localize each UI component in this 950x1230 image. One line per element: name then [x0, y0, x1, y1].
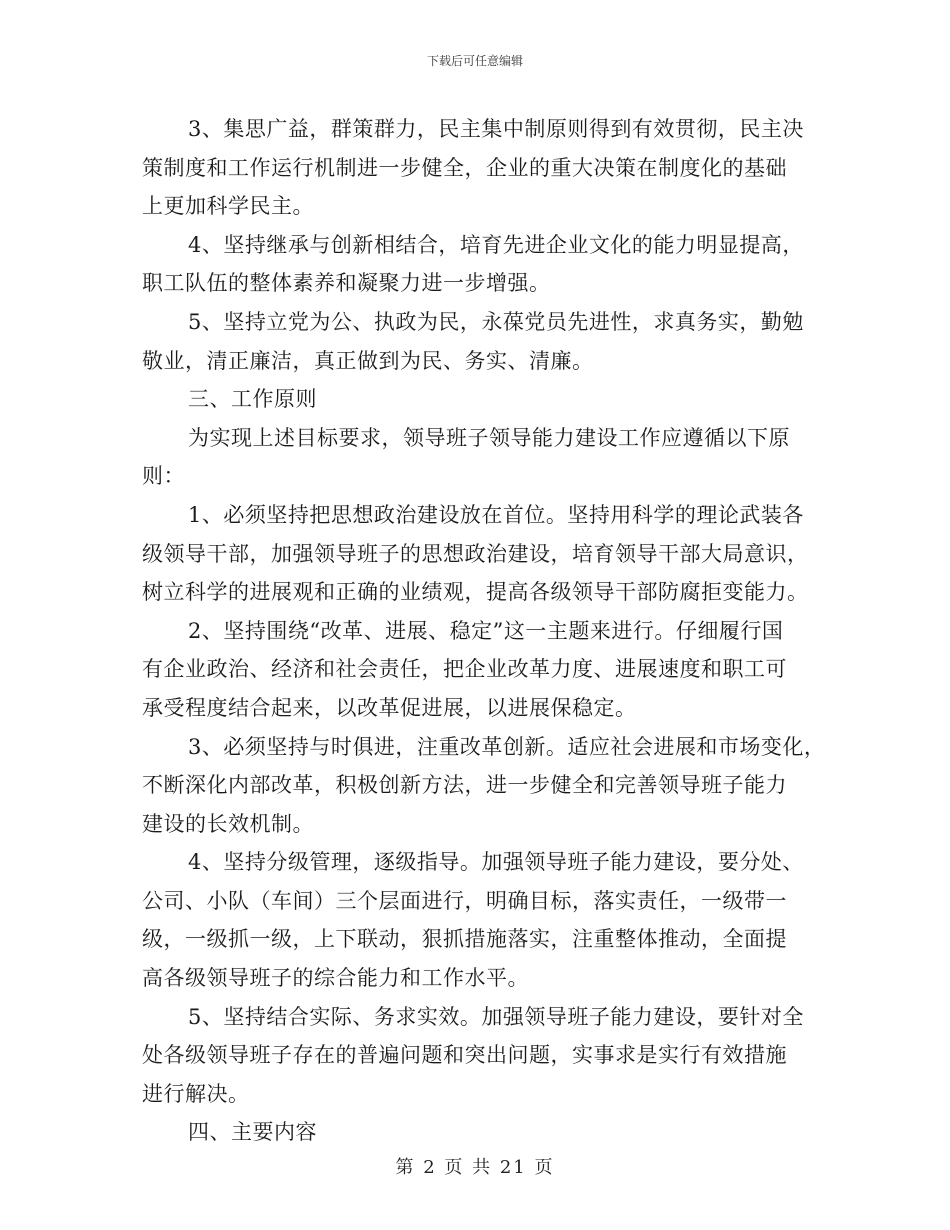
text-line: 敬业，清正廉洁，真正做到为民、务实、清廉。 [142, 348, 594, 373]
text-line: 3、必须坚持与时俱进，注重改革创新。适应社会进展和市场变化， [188, 734, 826, 759]
text-line: 高各级领导班子的综合能力和工作水平。 [142, 966, 529, 991]
text-line: 树立科学的进展观和正确的业绩观，提高各级领导干部防腐拒变能力。 [142, 580, 809, 605]
text-line: 策制度和工作运行机制进一步健全，企业的重大决策在制度化的基础 [142, 155, 787, 180]
text-line: 为实现上述目标要求，领导班子领导能力建设工作应遵循以下原 [188, 425, 790, 450]
text-line: 上更加科学民主。 [142, 194, 314, 219]
document-body [142, 110, 826, 1152]
text-line: 则： [142, 464, 185, 489]
text-line: 进行解决。 [142, 1081, 250, 1106]
text-line: 处各级领导班子存在的普遍问题和突出问题，实事求是实行有效措施 [142, 1043, 787, 1068]
text-line: 1、必须坚持把思想政治建设放在首位。坚持用科学的理论武装各 [188, 502, 804, 527]
text-line: 公司、小队（车间）三个层面进行，明确目标，落实责任，一级带一 [142, 888, 787, 913]
text-line: 3、集思广益，群策群力，民主集中制原则得到有效贯彻，民主决 [188, 117, 804, 141]
text-line: 5、坚持结合实际、务求实效。加强领导班子能力建设，要针对全 [188, 1004, 804, 1029]
text-line: 职工队伍的整体素养和凝聚力进一步增强。 [142, 271, 551, 296]
text-line: 有企业政治、经济和社会责任，把企业改革力度、进展速度和职工可 [142, 657, 787, 682]
text-line: 4、坚持继承与创新相结合，培育先进企业文化的能力明显提高， [188, 232, 804, 257]
text-line: 三、工作原则 [188, 387, 317, 412]
text-line: 2、坚持围绕“改革、进展、稳定”这一主题来进行。仔细履行国 [188, 618, 784, 643]
page-header: 下载后可任意编辑 [426, 54, 523, 68]
page-footer: 第 2 页 共 21 页 [395, 1157, 555, 1178]
text-line: 级领导干部，加强领导班子的思想政治建设，培育领导干部大局意识， [142, 541, 809, 566]
text-line: 4、坚持分级管理，逐级指导。加强领导班子能力建设，要分处、 [188, 850, 804, 875]
text-line: 5、坚持立党为公、执政为民，永葆党员先进性，求真务实，勤勉 [188, 309, 804, 334]
text-line: 级，一级抓一级，上下联动，狠抓措施落实，注重整体推动，全面提 [142, 927, 787, 952]
text-line: 四、主要内容 [188, 1120, 317, 1145]
text-line: 建设的长效机制。 [142, 811, 314, 836]
text-line: 不断深化内部改革，积极创新方法，进一步健全和完善领导班子能力 [142, 773, 787, 798]
text-line: 承受程度结合起来，以改革促进展，以进展保稳定。 [142, 695, 637, 720]
